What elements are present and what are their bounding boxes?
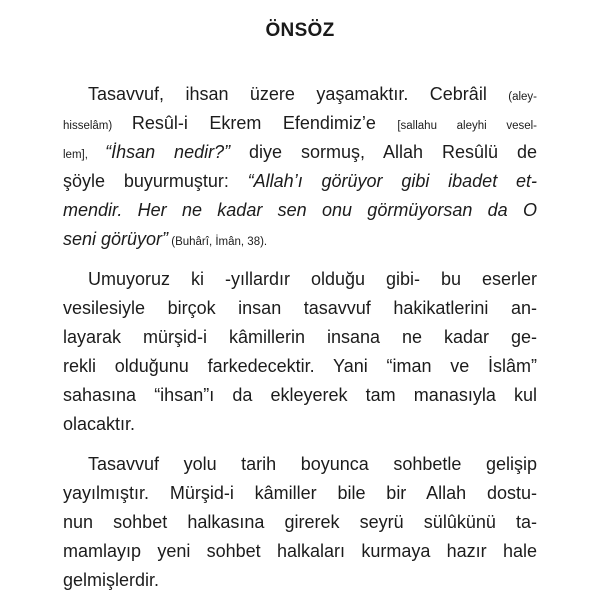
paragraph-1-line bbox=[63, 224, 537, 254]
text-segment: mendir. Her ne kadar sen onu görmüyorsan da O bbox=[63, 200, 537, 220]
text-segment: sahasına “ihsan”ı da ekleyerek tam manasıyla kul bbox=[63, 385, 537, 405]
text-segment: seni görüyor” bbox=[63, 229, 169, 249]
paragraph-3-line bbox=[88, 449, 537, 479]
text-segment: (aley- bbox=[508, 91, 537, 103]
text-segment: lem], bbox=[63, 149, 106, 161]
text-segment: layarak mürşid-i kâmillerin insana ne kadar ge- bbox=[63, 327, 537, 347]
text-segment: diye sormuş, Allah Resûlü de bbox=[230, 142, 537, 162]
text-segment: Umuyoruz ki -yıllardır olduğu gibi- bu eserler bbox=[88, 269, 537, 289]
paragraph-3-line bbox=[63, 507, 537, 537]
text-segment: Tasavvuf yolu tarih boyunca sohbetle gelişip bbox=[88, 454, 537, 474]
text-segment: yayılmıştır. Mürşid-i kâmiller bile bir Allah dostu- bbox=[63, 483, 537, 503]
text-segment: vesilesiyle birçok insan tasavvuf hakikatlerini an- bbox=[63, 298, 537, 318]
text-segment: Tasavvuf, ihsan üzere yaşamaktır. Cebrâil bbox=[88, 84, 509, 104]
paragraph-1-line bbox=[63, 108, 537, 138]
text-segment: hisselâm) bbox=[63, 120, 132, 132]
text-segment: mamlayıp yeni sohbet halkaları kurmaya hazır hale bbox=[63, 541, 537, 561]
paragraph-3-line bbox=[63, 565, 537, 595]
text-segment: [sallahu aleyhi vesel- bbox=[397, 120, 538, 132]
text-segment: “İhsan nedir?” bbox=[105, 142, 231, 162]
text-segment: “Allah’ı görüyor gibi ibadet et- bbox=[247, 171, 538, 191]
text-segment: nun sohbet halkasına girerek seyrü sülûkünü ta- bbox=[63, 512, 537, 532]
paragraph-2-line bbox=[63, 409, 537, 439]
paragraph-1-line bbox=[88, 79, 537, 109]
text-segment: şöyle buyurmuştur: bbox=[63, 171, 248, 191]
paragraph-1-line bbox=[63, 137, 537, 167]
paragraph-2-line bbox=[88, 264, 537, 294]
paragraph-3-line bbox=[63, 478, 537, 508]
paragraph-3-line bbox=[63, 536, 537, 566]
paragraph-1-line bbox=[63, 195, 537, 225]
paragraph-2-line bbox=[63, 293, 537, 323]
text-segment: rekli olduğunu farkedecektir. Yani “iman ve İslâm” bbox=[63, 356, 537, 376]
paragraph-2-line bbox=[63, 322, 537, 352]
text-segment: olacaktır. bbox=[63, 414, 136, 434]
page-heading: ÖNSÖZ bbox=[265, 20, 335, 41]
paragraph-2-line bbox=[63, 380, 537, 410]
text-segment: (Buhârî, İmân, 38). bbox=[168, 236, 268, 248]
paragraph-1-line bbox=[63, 166, 537, 196]
text-segment: Resûl-i Ekrem Efendimiz’e bbox=[131, 113, 398, 133]
text-segment: gelmişlerdir. bbox=[63, 570, 160, 590]
paragraph-2-line bbox=[63, 351, 537, 381]
